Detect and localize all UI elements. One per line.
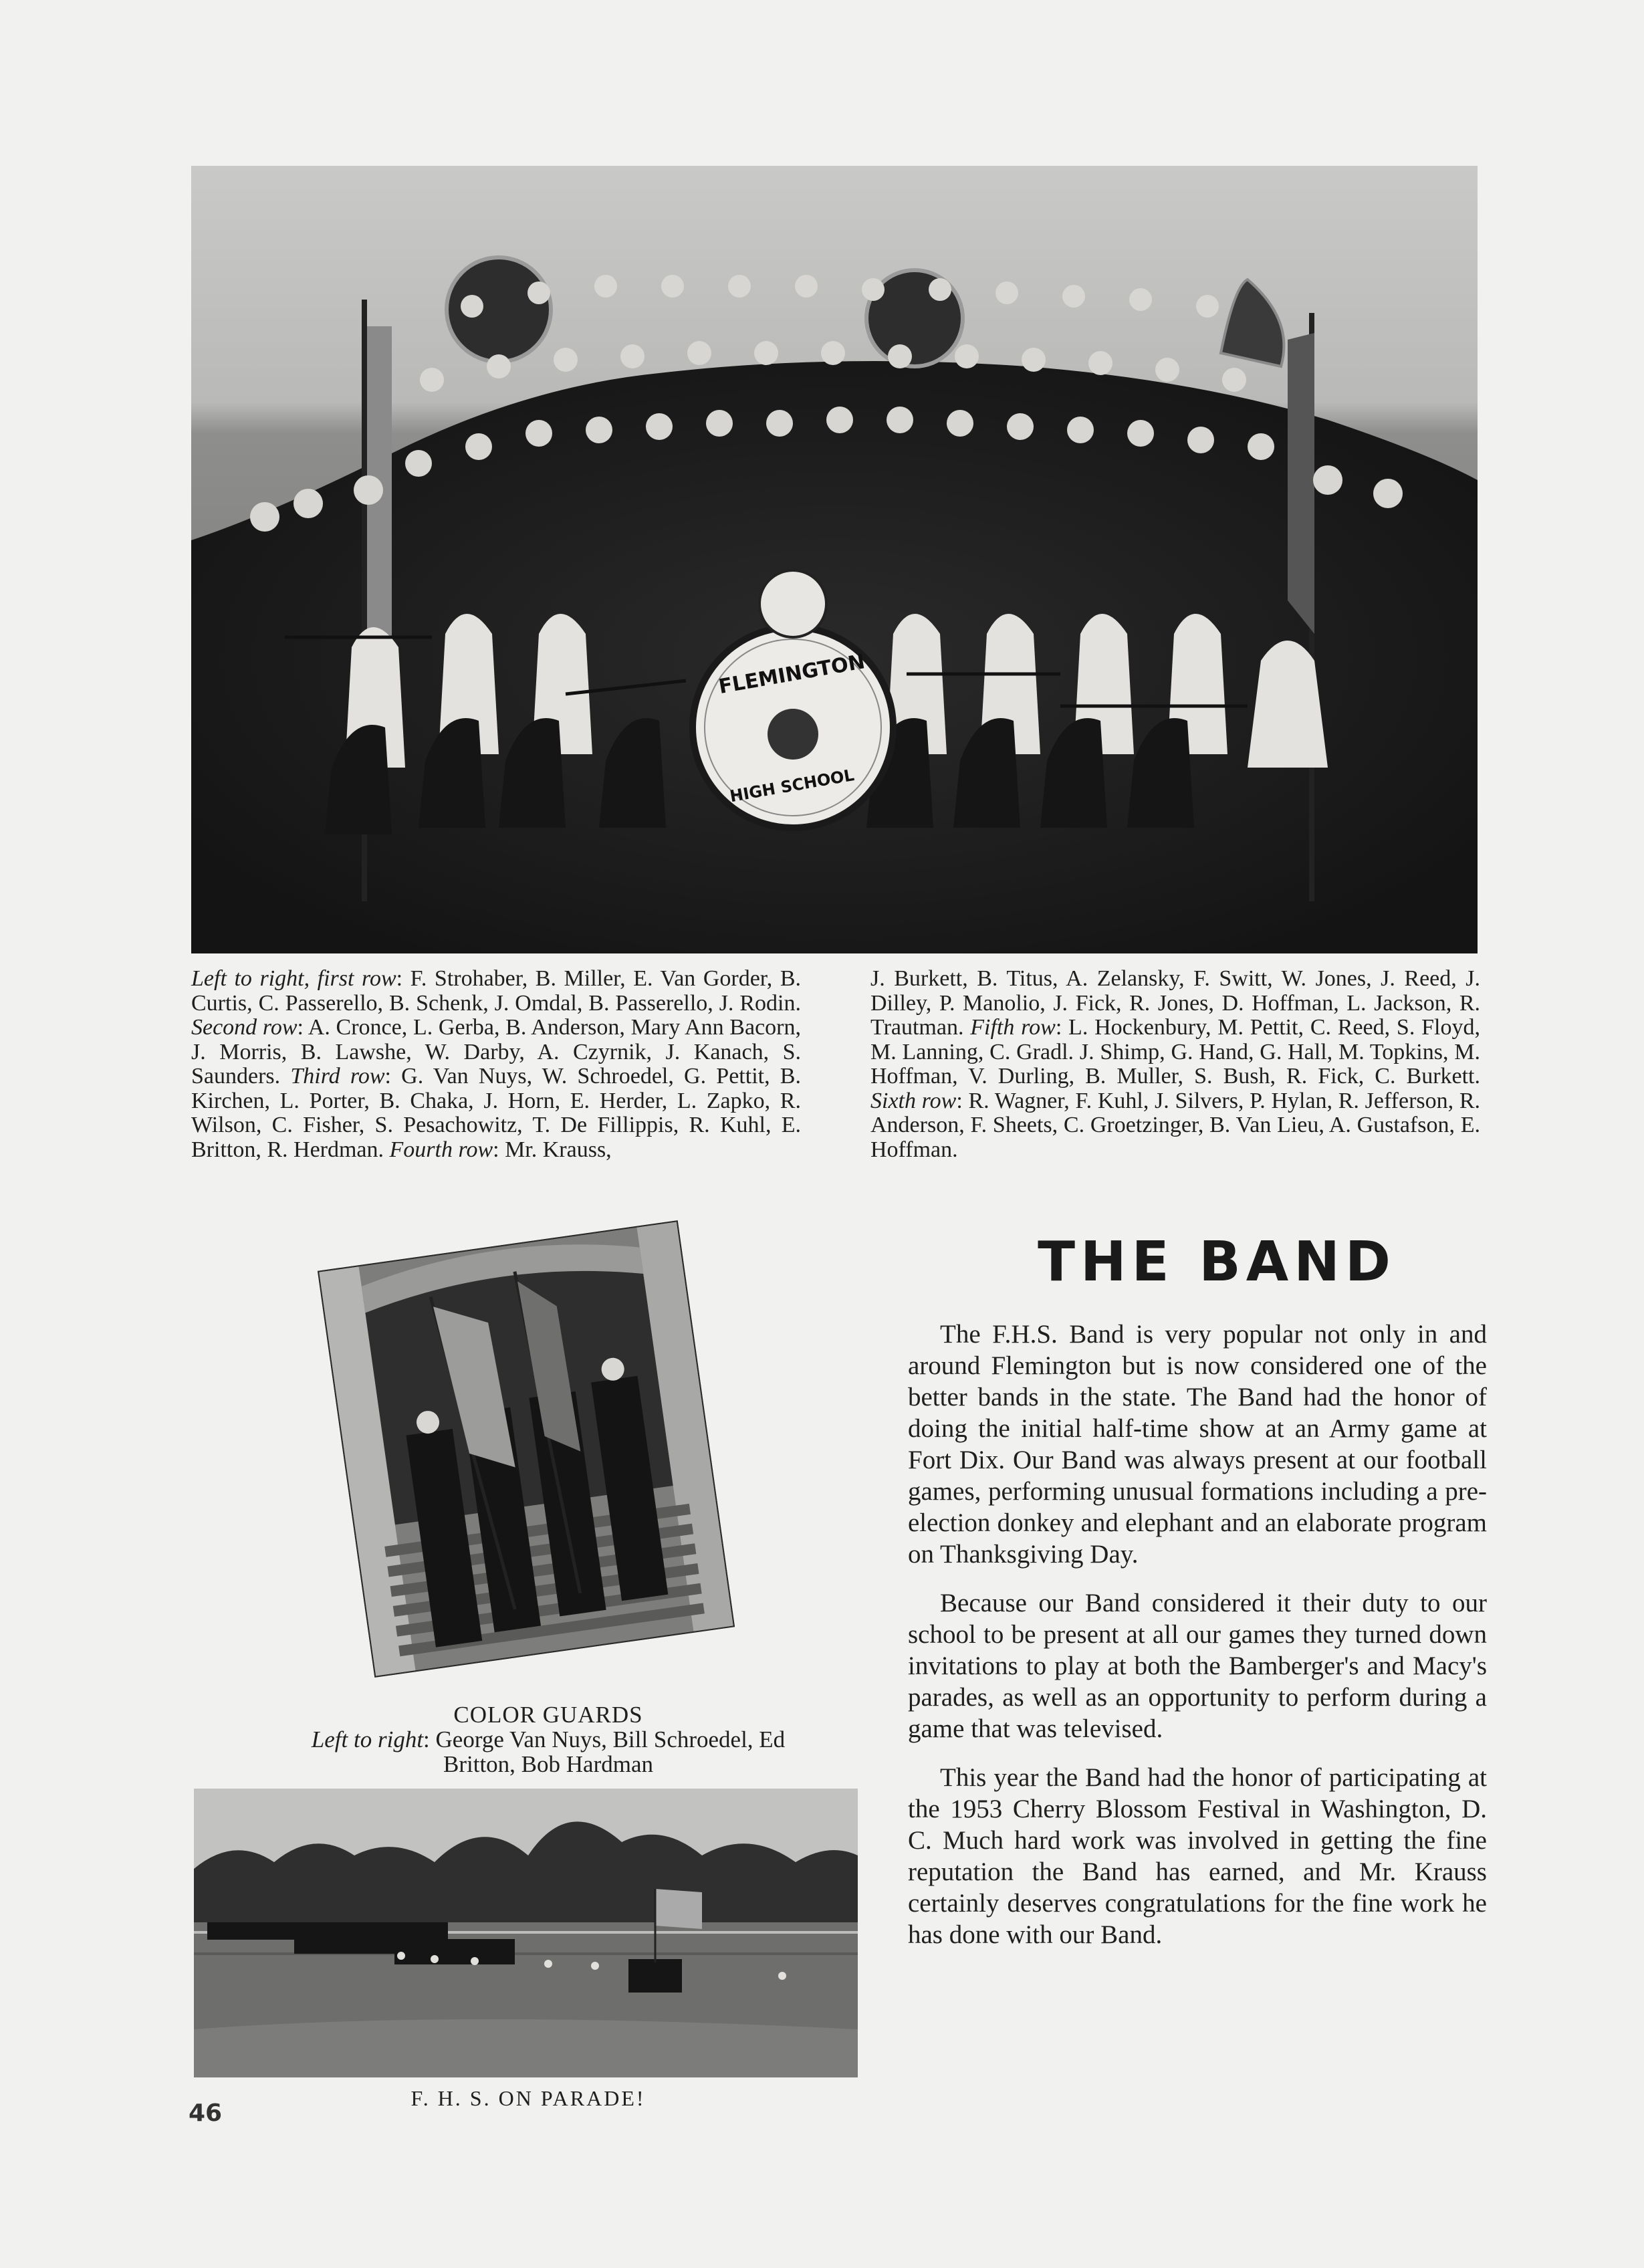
page-number: 46 <box>189 2100 223 2127</box>
band-group-photo <box>191 166 1478 953</box>
article-paragraph: Because our Band considered it their duty to our school to be present at all our games they turned down invitations to play at both the Bamberger's and Macy's parades, as well as an opportunity to perform during a game that was televised. <box>908 1589 1487 1743</box>
drum-text-top: FLEMINGTON <box>717 650 867 699</box>
color-guards-title: COLOR GUARDS <box>453 1702 643 1728</box>
drum-text-bottom: HIGH SCHOOL <box>728 765 856 806</box>
color-guards-names-text: : George Van Nuys, Bill Schroedel, Ed Britton, Bob Hardman <box>423 1726 786 1777</box>
color-guards-lead: Left to right <box>311 1726 424 1752</box>
article-title: THE BAND <box>1038 1230 1396 1294</box>
band-caption-right: J. Burkett, B. Titus, A. Zelansky, F. Switt, W. Jones, J. Reed, J. Dilley, P. Manolio, J. Fick, R. Jones, D. Hoffman, L. Jackson, R. Trautman. Fifth row: L. Hockenbury, M. Pettit, C. Reed, S. Floyd, M. Lanning, C. Gradl. J. Shimp, G. Hand, G. Hall, M. Topkins, M. Hoffman, V. Durling, B. Muller, S. Bush, R. Fick, C. Burkett. Sixth row: R. Wagner, F. Kuhl, J. Silvers, P. Hylan, R. Jefferson, R. Anderson, F. Sheets, C. Groetzinger, B. Van Lieu, A. Gustafson, E. Hoffman. <box>870 966 1481 1162</box>
color-guards-photo <box>318 1220 735 1678</box>
article-body <box>908 1319 1487 1968</box>
color-guards-caption <box>287 1702 809 1777</box>
parade-photo <box>194 1789 858 2077</box>
article-paragraph: This year the Band had the honor of participating at the 1953 Cherry Blossom Festival in Washington, D. C. Much hard work was involved in getting the fine reputation the Band has earned, and Mr. Krauss certainly deserves congratulations for the fine work he has done with our Band. <box>908 1763 1487 1949</box>
parade-illustration <box>194 1789 858 2077</box>
band-photo-illustration <box>191 166 1478 953</box>
parade-caption: F. H. S. ON PARADE! <box>410 2086 646 2110</box>
color-guards-illustration <box>319 1222 733 1676</box>
band-caption-left: Left to right, first row: F. Strohaber, B. Miller, E. Van Gorder, B. Curtis, C. Passerello, B. Schenk, J. Omdal, B. Passerello, J. Rodin. Second row: A. Cronce, L. Gerba, B. Anderson, Mary Ann Bacorn, J. Morris, B. Lawshe, W. Darby, A. Czyrnik, J. Kanach, S. Saunders. Third row: G. Van Nuys, W. Schroedel, G. Pettit, B. Kirchen, L. Porter, B. Chaka, J. Horn, E. Herder, L. Zapko, R. Wilson, C. Fisher, S. Pesachowitz, T. De Fillippis, R. Kuhl, E. Britton, R. Herdman. Fourth row: Mr. Krauss, <box>191 966 802 1162</box>
article-paragraph: The F.H.S. Band is very popular not only in and around Flemington but is now considered one of the better bands in the state. The Band had the honor of doing the initial half-time show at an Army game at Fort Dix. Our Band was always present at our football games, performing unusual formations including a pre-election donkey and elephant and an elaborate program on Thanksgiving Day. <box>908 1320 1487 1569</box>
color-guards-names <box>287 1727 809 1777</box>
